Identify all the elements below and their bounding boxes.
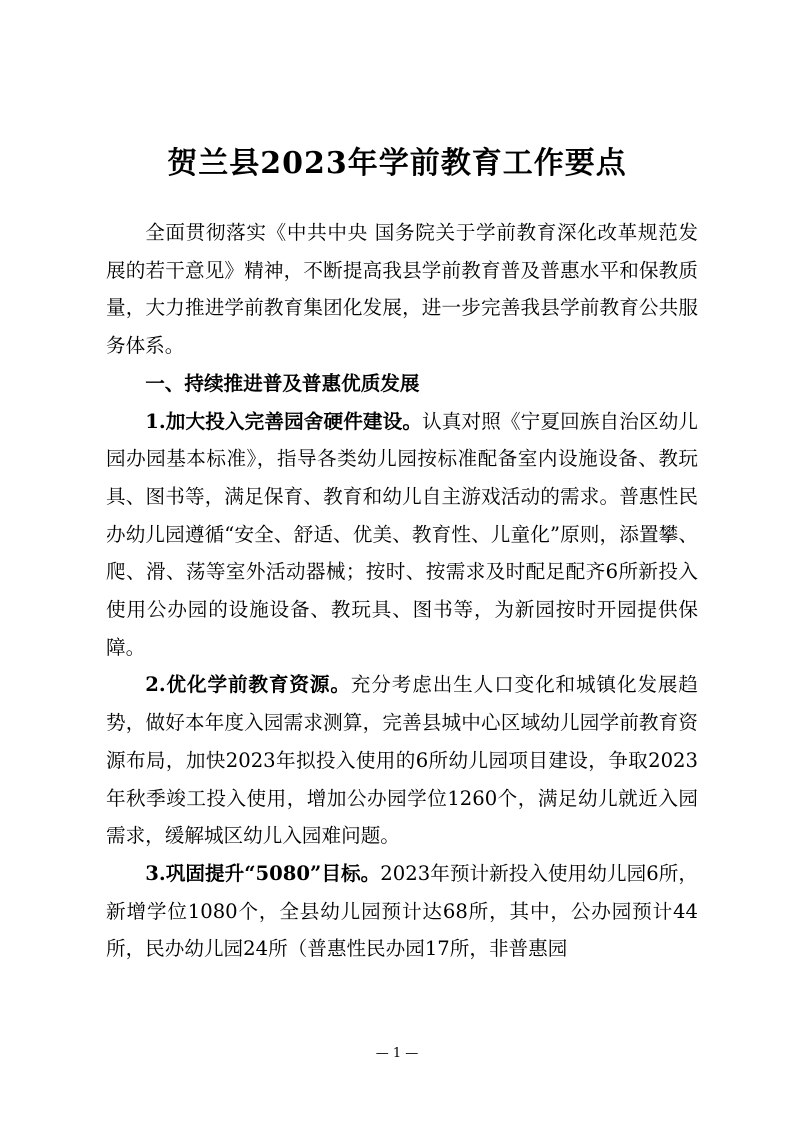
item-heading: 3.巩固提升“5080”目标。 bbox=[145, 861, 381, 885]
item-text: 2023年预计新投入使用幼儿园6所，新增学位1080个，全县幼儿园预计达68所，其中，公办园预计44所，民办幼儿园24所（普惠性民办园17所，非普惠园 bbox=[106, 861, 698, 961]
list-item bbox=[106, 666, 698, 855]
intro-paragraph: 全面贯彻落实《中共中央 国务院关于学前教育深化改革规范发展的若干意见》精神，不断提高我县学前教育普及普惠水平和保教质量，大力推进学前教育集团化发展，进一步完善我县学前教育公共服务体系。 bbox=[106, 221, 698, 358]
section-heading: 一、持续推进普及普惠优质发展 bbox=[145, 371, 420, 395]
page-number: — 1 — bbox=[375, 1046, 419, 1061]
item-text: 认真对照《宁夏回族自治区幼儿园办园基本标准》，指导各类幼儿园按标准配备室内设施设备、教玩具、图书等，满足保育、教育和幼儿自主游戏活动的需求。普惠性民办幼儿园遵循“安全、舒适、优美、教育性、儿童化”原则，添置攀、爬、滑、荡等室外活动器械；按时、按需求及时配足配齐6所新投入使用公办园的设施设备、教玩具、图书等，为新园按时开园提供保障。 bbox=[106, 409, 699, 659]
item-text: 充分考虑出生人口变化和城镇化发展趋势，做好本年度入园需求测算，完善县城中心区域幼儿园学前教育资源布局，加快2023年拟投入使用的6所幼儿园项目建设，争取2023年秋季竣工投入使用，增加公办园学位1260个，满足幼儿就近入园需求，缓解城区幼儿入园难问题。 bbox=[106, 673, 698, 848]
list-item bbox=[106, 403, 698, 667]
document-body bbox=[106, 214, 698, 968]
item-heading: 2.优化学前教育资源。 bbox=[145, 673, 351, 697]
document-title: 贺兰县2023年学前教育工作要点 bbox=[167, 146, 627, 181]
list-item bbox=[106, 855, 698, 968]
item-heading: 1.加大投入完善园舍硬件建设。 bbox=[145, 409, 423, 433]
